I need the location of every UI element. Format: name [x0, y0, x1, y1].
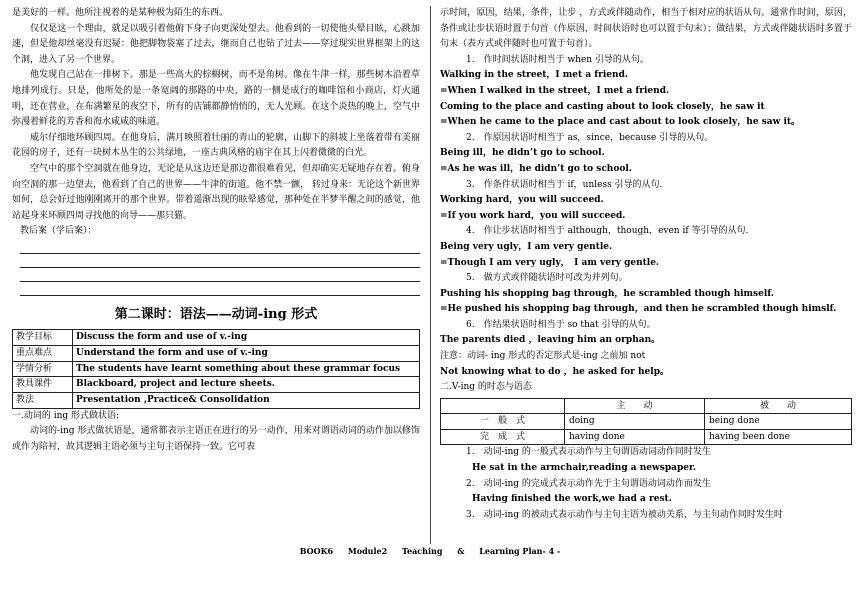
example-sentence: =If you work hard，you will succeed. — [440, 210, 626, 221]
tense-voice-table — [440, 398, 852, 446]
paragraph: 仅仅是这一个理由，就足以吸引着他俯下身子向更深处望去。他看到的一切使他头晕目眩，心跳加速，但是他却丝毫没有迟疑：他把脚物袋塞了过去，继而自己也钻了过去——穿过现实世界框架上的这个洞，进入了另一个世界。 — [12, 23, 420, 65]
paragraph: 他发现自己站在一排树下。那是一些高大的棕榈树，而不是角树。像在牛津一样，那些树木沿着草地排列成行。只是，他所处的是一条宽阔的那路的中央，路的一侧是成行的咖啡馆和小商店，灯火通明，还在营业，在布满繁星的夜空下，所有的店铺都静悄悄的，无人光顾。在这个炎热的晚上，空气中弥漫着鲜花的芳香和海水咸咸的味道。 — [12, 70, 420, 128]
row-value: Presentation ,Practice& Consolidation — [73, 393, 420, 409]
row-value: Understand the form and use of v.-ing — [73, 345, 420, 361]
left-column — [12, 6, 420, 456]
example-sentence: =Though I am very ugly， I am very gentle. — [440, 257, 660, 268]
table-row — [13, 329, 420, 345]
form-notes — [440, 445, 852, 523]
row-value: Blackboard, project and lecture sheets. — [73, 377, 420, 393]
example-sentence: Working hard，you will succeed. — [440, 195, 604, 206]
rule-line: 2. 作原因状语时相当于 as，since，because 引导的从句。 — [466, 132, 714, 143]
table-row — [13, 361, 420, 377]
rule-line: 1. 作时间状语时相当于 when 引导的从句。 — [466, 54, 649, 65]
paragraph: 动词的-ing 形式做状语是，通常都表示主语正在进行的另一动作，用来对谓语动词的动作加以修饰或作为陪衬，故其逻辑主语必须与主句主语保持一致。它可表 — [12, 426, 420, 453]
example-sentence: =When I walked in the street，I met a friend. — [440, 85, 670, 96]
lesson-title: 第二课时：语法——动词-ing 形式 — [114, 306, 318, 322]
rule-line: 注意：动词- ing 形式的否定形式是-ing 之前加 not — [440, 351, 646, 362]
table-row — [441, 429, 852, 445]
section-heading: 二.V-ing 的时态与语态 — [440, 382, 532, 393]
row-value: Discuss the form and use of v.-ing — [73, 329, 420, 345]
header-cell: 主 动 — [565, 398, 705, 414]
rule-line: 1. 动词-ing 的一般式表示动作与主句谓语动词动作同时发生 — [466, 447, 711, 458]
row-label: 教具课件 — [13, 377, 73, 393]
paragraph: 威尔仔细地环顾四周。在他身后，满月映照着壮丽的青山的轮廓，山脚下的斜坡上坐落着带有美丽花园的房子，还有一块树木丛生的公共绿地，一座古典风格的庙宇在其上闪着微微的白光。 — [12, 132, 420, 159]
example-sentence: Being very ugly，I am very gentle. — [440, 241, 613, 252]
row-label: 教学目标 — [13, 329, 73, 345]
example-sentence: =He pushed his shopping bag through，and then he scrambled though himslf. — [440, 304, 837, 315]
footer-book: BOOK6 — [299, 546, 334, 556]
paragraph: 空气中的那个空洞就在他身边，无论是从这边还是那边都很难看见，但却确实无疑地存在着。俯身向空洞的那一边望去，他看到了自己的世界——牛津的街道。他不禁一颤， 转过身来：无论这个新世界如何，总会好过他刚刚离开的那个世界。带着遥渐出现的眩晕感觉，那种处在半梦半醒之间的感觉，他站起身来环顾四周寻找他的向导——那只猫。 — [12, 163, 420, 221]
answer-line[interactable] — [20, 268, 420, 282]
lesson-info-table — [12, 329, 420, 409]
row-label: 完 成 式 — [441, 429, 565, 445]
rule-line: 3. 动词-ing 的被动式表示动作与主句主语为被动关系，与主句动作同时发生时 — [466, 509, 783, 520]
header-cell — [441, 398, 565, 414]
rule-line: 5. 做方式或伴随状语时可改为并列句。 — [466, 273, 628, 284]
example-sentence: Being ill，he didn’t go to school. — [440, 148, 605, 159]
example-sentence: Coming to the place and casting about to look closely，he saw it — [440, 101, 765, 112]
answer-line[interactable] — [20, 240, 420, 254]
section-heading: 一.动词的 ing 形式做状语: — [12, 410, 120, 421]
table-header-row — [441, 398, 852, 414]
example-sentence: =As he was ill，he didn’t go to school. — [440, 163, 632, 174]
footer-ampersand: & — [457, 546, 465, 556]
table-row — [13, 393, 420, 409]
example-sentence: =When he came to the place and cast about to look closely，he saw it。 — [440, 117, 801, 128]
example-sentence: Not knowing what to do ，he asked for help。 — [440, 366, 669, 377]
header-cell: 被 动 — [705, 398, 852, 414]
example-sentence: The parents died ，leaving him an orphan。 — [440, 335, 661, 346]
row-label: 重点难点 — [13, 345, 73, 361]
active-form: having done — [565, 429, 705, 445]
footer-teaching: Teaching — [401, 546, 443, 556]
passive-form: being done — [705, 414, 852, 430]
grammar-items — [440, 53, 852, 380]
answer-line[interactable] — [20, 254, 420, 268]
example-sentence: Pushing his shopping bag through，he scrambled though himself. — [440, 288, 774, 299]
page-footer — [0, 544, 860, 560]
answer-line[interactable] — [20, 282, 420, 296]
passive-form: having been done — [705, 429, 852, 445]
paragraph: 是美好的一样。他所注视着的是某种极为陌生的东西。 — [12, 8, 229, 18]
row-value: The students have learnt something about these grammar focus — [73, 361, 420, 377]
table-row — [13, 345, 420, 361]
example-sentence: He sat in the armchair,reading a newspaper. — [472, 462, 697, 473]
rule-line: 2. 动词-ing 的完成式表示动作先于主句谓语动词动作而发生 — [466, 478, 711, 489]
paragraph: 示时间，原因，结果，条件，让步 ，方式或伴随动作，相当于相对应的状语从句。通常作时间，原因，条件或让步状语时置于句首（作原因，时间状语时也可以置于句末）；做结果，方式或伴随状语时多置于句末（表方式或伴随时也可置于句首）。 — [440, 8, 852, 50]
answer-lines — [12, 240, 420, 296]
row-label: 一 般 式 — [441, 414, 565, 430]
example-sentence: Having finished the work,we had a rest. — [472, 494, 672, 505]
column-divider — [430, 6, 431, 544]
after-class-label: 教后案（学后案）： — [20, 226, 97, 237]
row-label: 教法 — [13, 393, 73, 409]
table-row — [441, 414, 852, 430]
footer-module: Module2 — [347, 546, 388, 556]
rule-line: 6. 作结果状语时相当于 so that 引导的从句。 — [466, 319, 656, 330]
active-form: doing — [565, 414, 705, 430]
row-label: 学情分析 — [13, 361, 73, 377]
footer-page: Learning Plan- 4 - — [479, 546, 561, 556]
rule-line: 3. 作条件状语时相当于 if，unless 引导的从句. — [466, 179, 663, 190]
rule-line: 4. 作让步状语时相当于 although，though，even if 等引导的从句. — [466, 226, 749, 237]
right-column — [440, 6, 852, 523]
example-sentence: Walking in the street，I met a friend. — [440, 70, 629, 81]
table-row — [13, 377, 420, 393]
